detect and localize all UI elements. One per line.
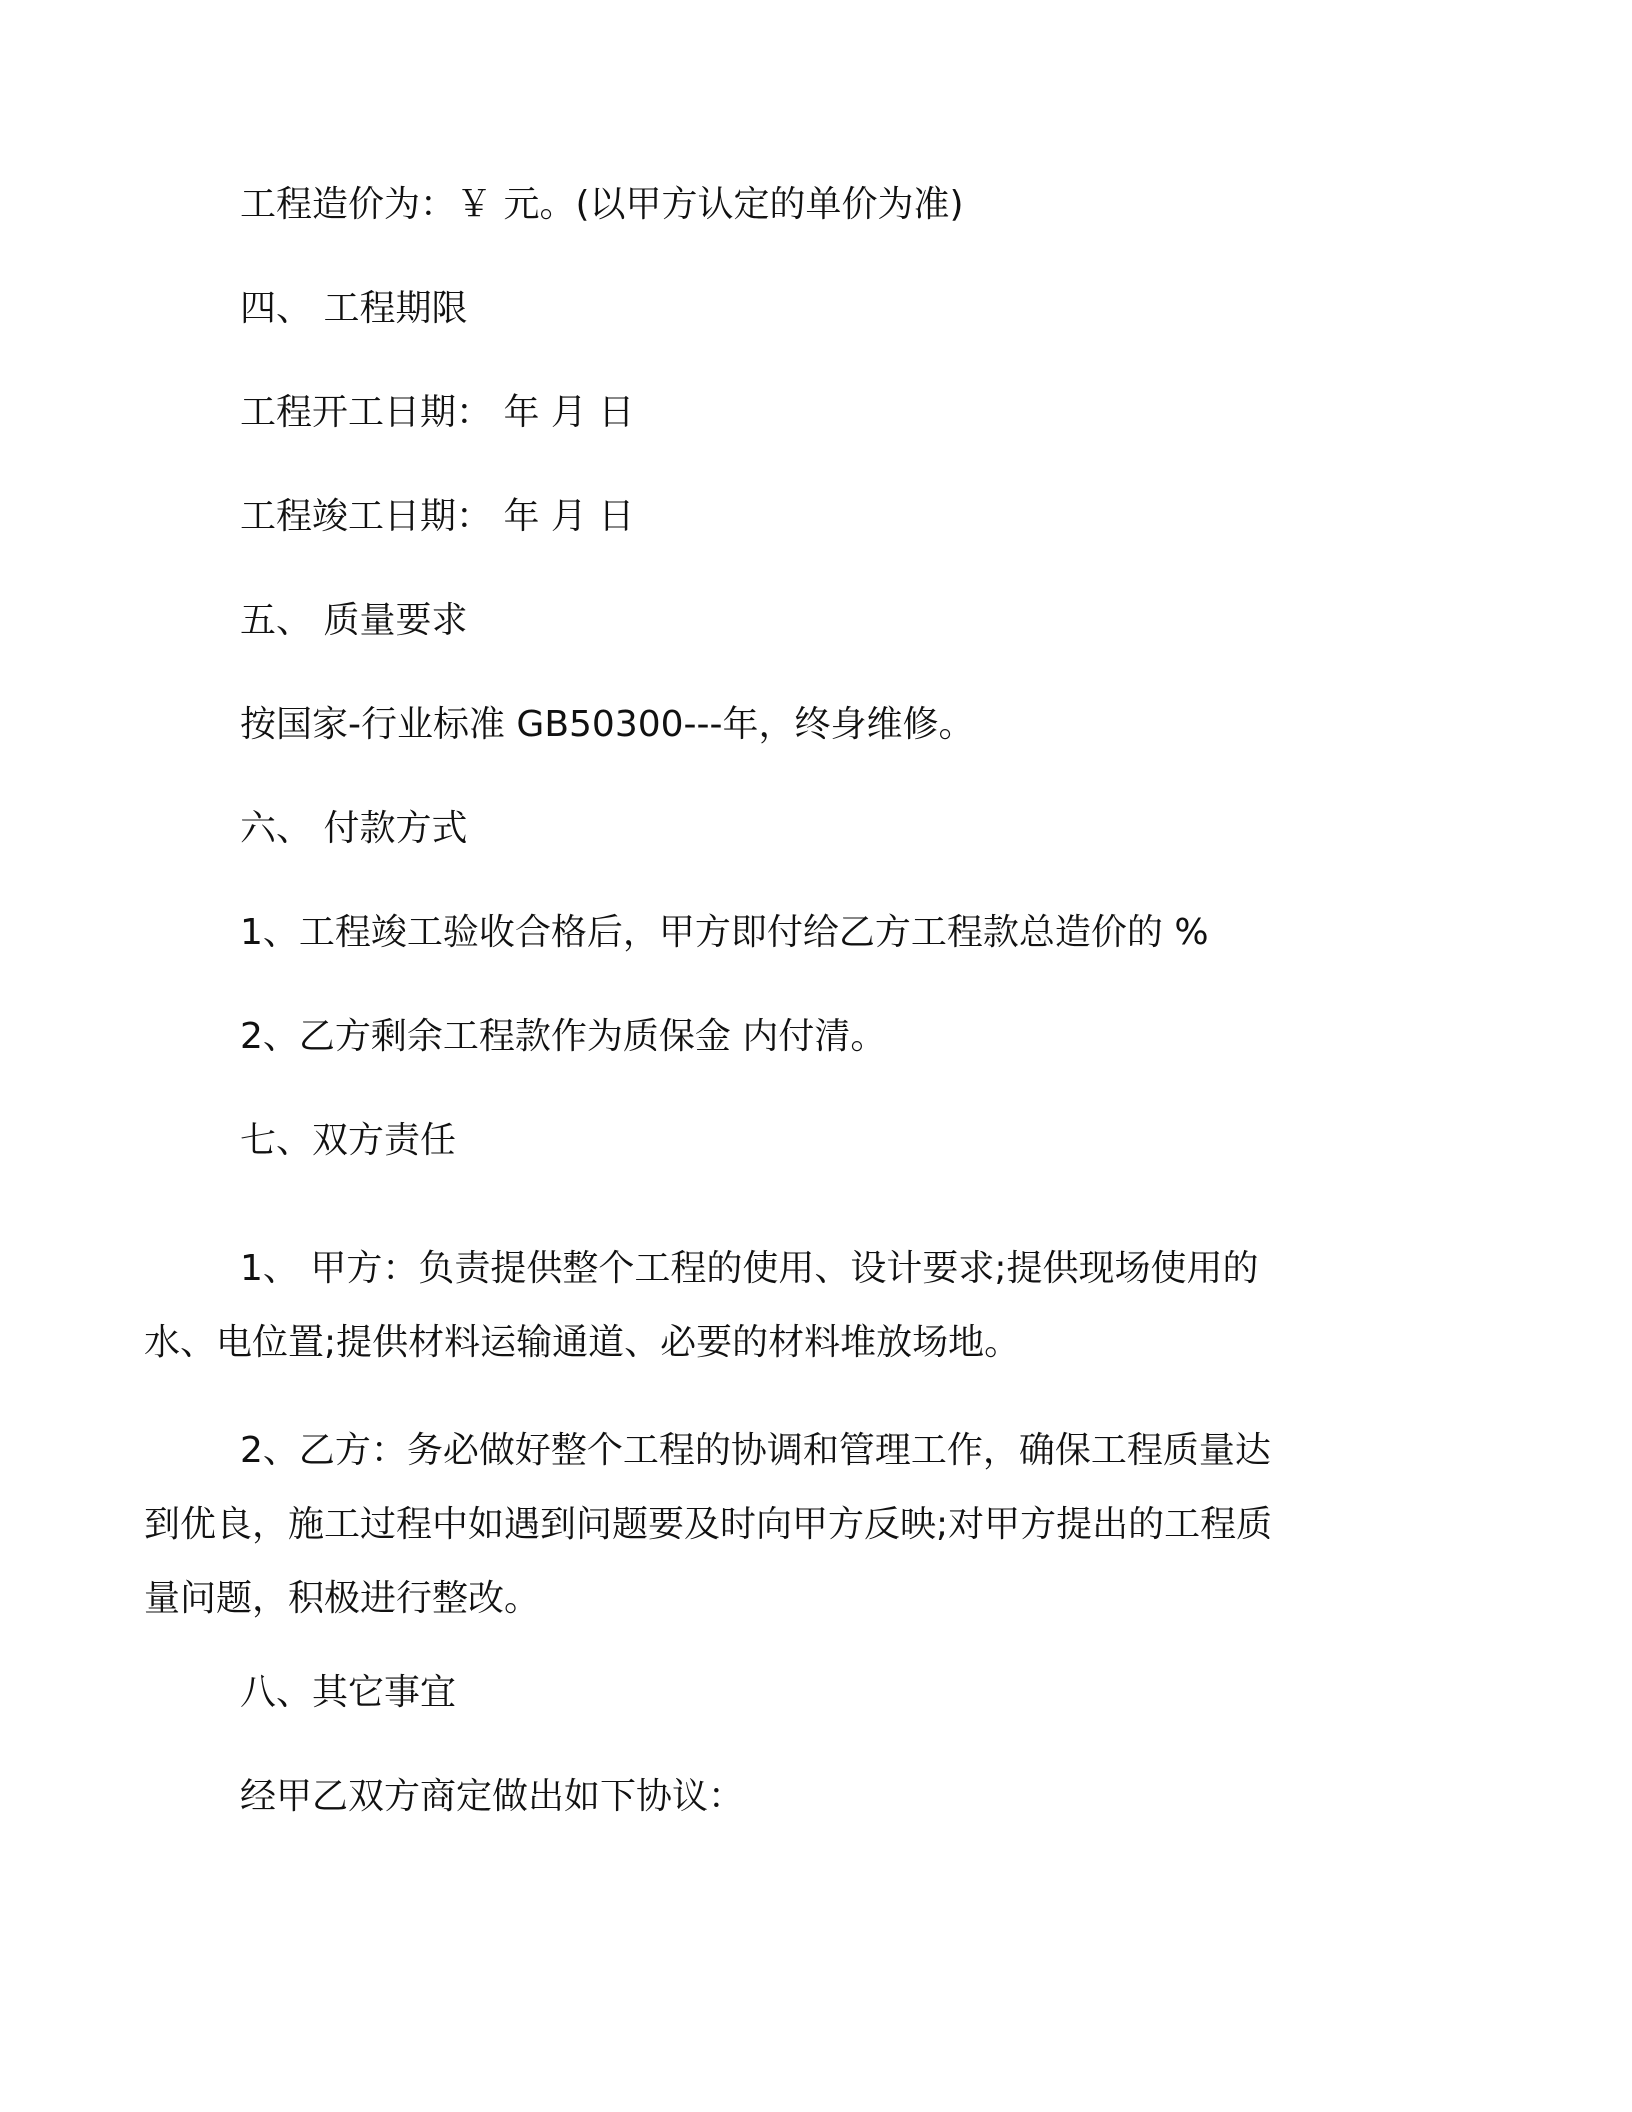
quality-standard-line: 按国家-行业标准 GB50300---年，终身维修。 xyxy=(240,704,975,745)
section-5-heading: 五、 质量要求 xyxy=(240,600,468,641)
contract-price-line: 工程造价为：￥ 元。(以甲方认定的单价为准) xyxy=(240,184,964,225)
party-a-responsibility: 1、 甲方：负责提供整个工程的使用、设计要求;提供现场使用的水、电位置;提供材料运输通道、必要的材料堆放场地。 xyxy=(144,1248,1259,1363)
payment-item-1: 1、工程竣工验收合格后，甲方即付给乙方工程款总造价的 % xyxy=(240,912,1209,953)
party-b-responsibility: 2、乙方：务必做好整个工程的协调和管理工作，确保工程质量达到优良，施工过程中如遇到问题要及时向甲方反映;对甲方提出的工程质量问题，积极进行整改。 xyxy=(144,1430,1273,1619)
payment-item-2: 2、乙方剩余工程款作为质保金 内付清。 xyxy=(240,1016,887,1057)
completion-date-line: 工程竣工日期： 年 月 日 xyxy=(240,496,635,537)
agreement-intro-line: 经甲乙双方商定做出如下协议： xyxy=(240,1776,745,1817)
section-7-heading: 七、双方责任 xyxy=(240,1120,457,1161)
document-body xyxy=(240,184,1390,1162)
section-6-heading: 六、 付款方式 xyxy=(240,808,468,849)
section-8-heading: 八、其它事宜 xyxy=(240,1672,457,1713)
start-date-line: 工程开工日期： 年 月 日 xyxy=(240,392,635,433)
section-4-heading: 四、 工程期限 xyxy=(240,288,468,329)
responsibility-paragraphs xyxy=(144,1232,1390,1636)
